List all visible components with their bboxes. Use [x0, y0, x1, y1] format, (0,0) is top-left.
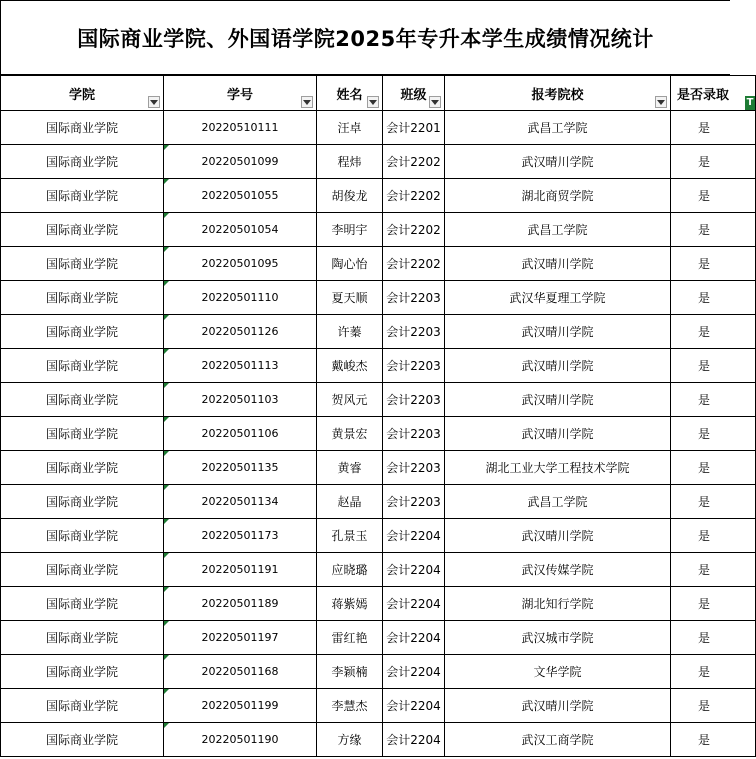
- cell-target-school[interactable]: 湖北商贸学院: [445, 179, 671, 213]
- cell-name[interactable]: 方缘: [317, 723, 383, 757]
- cell-class[interactable]: 会计2204: [383, 519, 445, 553]
- cell-class[interactable]: 会计2202: [383, 145, 445, 179]
- cell-class[interactable]: 会计2204: [383, 655, 445, 689]
- cell-student-id[interactable]: [164, 179, 317, 213]
- cell-college[interactable]: 国际商业学院: [1, 587, 164, 621]
- cell-admitted[interactable]: 是: [671, 417, 756, 451]
- cell-target-school[interactable]: 武汉晴川学院: [445, 519, 671, 553]
- cell-college[interactable]: 国际商业学院: [1, 655, 164, 689]
- cell-admitted[interactable]: 是: [671, 213, 756, 247]
- number-as-text-indicator-icon: [164, 417, 169, 422]
- cell-text: 20220501134: [201, 495, 279, 508]
- cell-college[interactable]: 国际商业学院: [1, 451, 164, 485]
- cell-target-school[interactable]: 武汉工商学院: [445, 723, 671, 757]
- cell-class[interactable]: 会计2203: [383, 383, 445, 417]
- number-as-text-indicator-icon: [164, 213, 169, 218]
- cell-class[interactable]: 会计2202: [383, 247, 445, 281]
- cell-name[interactable]: 胡俊龙: [317, 179, 383, 213]
- cell-name[interactable]: 程炜: [317, 145, 383, 179]
- number-as-text-indicator-icon: [164, 485, 169, 490]
- cell-target-school[interactable]: 武汉晴川学院: [445, 349, 671, 383]
- cell-college[interactable]: 国际商业学院: [1, 179, 164, 213]
- cell-student-id[interactable]: [164, 383, 317, 417]
- cell-text: 20220501110: [201, 291, 279, 304]
- cell-target-school[interactable]: 武汉晴川学院: [445, 383, 671, 417]
- number-as-text-indicator-icon: [164, 145, 169, 150]
- cell-text: 20220501099: [201, 155, 279, 168]
- cell-admitted[interactable]: 是: [671, 145, 756, 179]
- cell-college[interactable]: 国际商业学院: [1, 145, 164, 179]
- cell-admitted[interactable]: 是: [671, 723, 756, 757]
- cell-admitted[interactable]: 是: [671, 281, 756, 315]
- cell-target-school[interactable]: 武汉晴川学院: [445, 689, 671, 723]
- table-row: [1, 179, 756, 213]
- cell-admitted[interactable]: 是: [671, 553, 756, 587]
- header-label: 是否录取: [677, 87, 730, 103]
- header-label: 报考院校: [531, 87, 584, 103]
- cell-college[interactable]: 国际商业学院: [1, 553, 164, 587]
- cell-target-school[interactable]: 武汉华夏理工学院: [445, 281, 671, 315]
- cell-student-id[interactable]: [164, 315, 317, 349]
- cell-name[interactable]: 李明宇: [317, 213, 383, 247]
- cell-student-id[interactable]: [164, 621, 317, 655]
- table-row: [1, 621, 756, 655]
- cell-student-id[interactable]: [164, 689, 317, 723]
- cell-admitted[interactable]: 是: [671, 655, 756, 689]
- cell-college[interactable]: 国际商业学院: [1, 417, 164, 451]
- cell-college[interactable]: 国际商业学院: [1, 621, 164, 655]
- header-name[interactable]: [317, 76, 383, 111]
- cell-student-id[interactable]: [164, 281, 317, 315]
- number-as-text-indicator-icon: [164, 655, 169, 660]
- table-row: [1, 383, 756, 417]
- number-as-text-indicator-icon: [164, 621, 169, 626]
- cell-class[interactable]: 会计2201: [383, 111, 445, 145]
- cell-text: 20220501095: [201, 257, 279, 270]
- cell-target-school[interactable]: 湖北工业大学工程技术学院: [445, 451, 671, 485]
- cell-text: 20220501055: [201, 189, 279, 202]
- cell-student-id[interactable]: [164, 587, 317, 621]
- cell-student-id[interactable]: [164, 213, 317, 247]
- cell-name[interactable]: 夏天顺: [317, 281, 383, 315]
- cell-admitted[interactable]: 是: [671, 247, 756, 281]
- number-as-text-indicator-icon: [164, 587, 169, 592]
- cell-class[interactable]: 会计2203: [383, 281, 445, 315]
- header-class[interactable]: [383, 76, 445, 111]
- cell-college[interactable]: 国际商业学院: [1, 723, 164, 757]
- cell-name[interactable]: 应晓璐: [317, 553, 383, 587]
- sheet-title[interactable]: 国际商业学院、外国语学院2025年专升本学生成绩情况统计: [0, 0, 730, 75]
- cell-name[interactable]: 汪卓: [317, 111, 383, 145]
- cell-text: 20220501126: [201, 325, 279, 338]
- number-as-text-indicator-icon: [164, 689, 169, 694]
- header-college[interactable]: [1, 76, 164, 111]
- cell-name[interactable]: 黄景宏: [317, 417, 383, 451]
- number-as-text-indicator-icon: [164, 383, 169, 388]
- header-label: 学院: [68, 87, 95, 103]
- number-as-text-indicator-icon: [164, 315, 169, 320]
- cell-college[interactable]: 国际商业学院: [1, 485, 164, 519]
- cell-target-school[interactable]: 武昌工学院: [445, 213, 671, 247]
- cell-name[interactable]: 赵晶: [317, 485, 383, 519]
- header-target-school[interactable]: [445, 76, 671, 111]
- cell-text: 20220510111: [201, 121, 279, 134]
- header-label: 学号: [226, 87, 253, 103]
- header-label: 姓名: [336, 87, 363, 103]
- cell-student-id[interactable]: [164, 655, 317, 689]
- table-row: [1, 315, 756, 349]
- cell-student-id[interactable]: [164, 111, 317, 145]
- table-row: [1, 723, 756, 757]
- cell-student-id[interactable]: [164, 485, 317, 519]
- cell-college[interactable]: 国际商业学院: [1, 281, 164, 315]
- number-as-text-indicator-icon: [164, 281, 169, 286]
- cell-class[interactable]: 会计2202: [383, 213, 445, 247]
- table-row: [1, 417, 756, 451]
- cell-admitted[interactable]: 是: [671, 621, 756, 655]
- cell-admitted[interactable]: 是: [671, 485, 756, 519]
- cell-name[interactable]: 黄睿: [317, 451, 383, 485]
- number-as-text-indicator-icon: [164, 451, 169, 456]
- cell-student-id[interactable]: [164, 145, 317, 179]
- header-student-id[interactable]: [164, 76, 317, 111]
- cell-target-school[interactable]: 武汉晴川学院: [445, 247, 671, 281]
- cell-target-school[interactable]: 武汉城市学院: [445, 621, 671, 655]
- cell-name[interactable]: 雷红艳: [317, 621, 383, 655]
- cell-class[interactable]: 会计2203: [383, 417, 445, 451]
- filter-dropdown-icon[interactable]: [148, 96, 160, 108]
- cell-text: 20220501189: [201, 597, 279, 610]
- cell-admitted[interactable]: 是: [671, 315, 756, 349]
- cell-class[interactable]: 会计2204: [383, 587, 445, 621]
- header-admitted[interactable]: [671, 76, 756, 111]
- filter-dropdown-icon[interactable]: [301, 96, 313, 108]
- number-as-text-indicator-icon: [164, 179, 169, 184]
- number-as-text-indicator-icon: [164, 349, 169, 354]
- cell-target-school[interactable]: 文华学院: [445, 655, 671, 689]
- cell-text: 20220501191: [201, 563, 279, 576]
- cell-student-id[interactable]: [164, 451, 317, 485]
- cell-name[interactable]: 许蓁: [317, 315, 383, 349]
- cell-target-school[interactable]: 武昌工学院: [445, 485, 671, 519]
- cell-class[interactable]: 会计2204: [383, 621, 445, 655]
- cell-admitted[interactable]: 是: [671, 519, 756, 553]
- table-row: [1, 349, 756, 383]
- filter-dropdown-icon[interactable]: [367, 96, 379, 108]
- cell-college[interactable]: 国际商业学院: [1, 689, 164, 723]
- table-row: [1, 553, 756, 587]
- cell-text: 20220501106: [201, 427, 279, 440]
- cell-admitted[interactable]: 是: [671, 587, 756, 621]
- table-row: [1, 689, 756, 723]
- cell-college[interactable]: 国际商业学院: [1, 247, 164, 281]
- number-as-text-indicator-icon: [164, 519, 169, 524]
- cell-class[interactable]: 会计2202: [383, 179, 445, 213]
- number-as-text-indicator-icon: [164, 553, 169, 558]
- cell-target-school[interactable]: 湖北知行学院: [445, 587, 671, 621]
- cell-college[interactable]: 国际商业学院: [1, 519, 164, 553]
- cell-college[interactable]: 国际商业学院: [1, 315, 164, 349]
- table-row: [1, 213, 756, 247]
- cell-target-school[interactable]: 武汉传媒学院: [445, 553, 671, 587]
- cell-target-school[interactable]: 武汉晴川学院: [445, 315, 671, 349]
- cell-college[interactable]: 国际商业学院: [1, 349, 164, 383]
- cell-student-id[interactable]: [164, 349, 317, 383]
- cell-text: 20220501190: [201, 733, 279, 746]
- cell-class[interactable]: 会计2204: [383, 723, 445, 757]
- cell-text: 20220501168: [201, 665, 279, 678]
- cell-name[interactable]: 孔景玉: [317, 519, 383, 553]
- autofilter-marker-icon[interactable]: T: [746, 97, 754, 108]
- filter-dropdown-icon[interactable]: [429, 96, 441, 108]
- cell-name[interactable]: 李颖楠: [317, 655, 383, 689]
- cell-class[interactable]: 会计2203: [383, 349, 445, 383]
- table-row: [1, 145, 756, 179]
- cell-text: 20220501135: [201, 461, 279, 474]
- cell-class[interactable]: 会计2203: [383, 451, 445, 485]
- cell-college[interactable]: 国际商业学院: [1, 111, 164, 145]
- cell-class[interactable]: 会计2203: [383, 485, 445, 519]
- cell-student-id[interactable]: [164, 553, 317, 587]
- number-as-text-indicator-icon: [164, 723, 169, 728]
- cell-student-id[interactable]: [164, 519, 317, 553]
- cell-admitted[interactable]: 是: [671, 689, 756, 723]
- table-row: [1, 519, 756, 553]
- cell-text: 20220501197: [201, 631, 279, 644]
- cell-class[interactable]: 会计2204: [383, 689, 445, 723]
- cell-text: 20220501199: [201, 699, 279, 712]
- table-row: [1, 485, 756, 519]
- filter-dropdown-icon[interactable]: [655, 96, 667, 108]
- data-table: [0, 75, 756, 757]
- cell-name[interactable]: 蒋紫嫣: [317, 587, 383, 621]
- table-row: [1, 655, 756, 689]
- number-as-text-indicator-icon: [164, 247, 169, 252]
- table-row: [1, 451, 756, 485]
- header-row: [1, 76, 756, 111]
- cell-target-school[interactable]: 武汉晴川学院: [445, 145, 671, 179]
- cell-target-school[interactable]: 武汉晴川学院: [445, 417, 671, 451]
- table-row: [1, 281, 756, 315]
- cell-student-id[interactable]: [164, 723, 317, 757]
- cell-text: 20220501173: [201, 529, 279, 542]
- cell-college[interactable]: 国际商业学院: [1, 383, 164, 417]
- table-row: [1, 587, 756, 621]
- table-row: [1, 111, 756, 145]
- cell-college[interactable]: 国际商业学院: [1, 213, 164, 247]
- cell-name[interactable]: 李慧杰: [317, 689, 383, 723]
- cell-text: 20220501113: [201, 359, 279, 372]
- header-label: 班级: [400, 87, 427, 103]
- cell-admitted[interactable]: 是: [671, 111, 756, 145]
- cell-admitted[interactable]: 是: [671, 179, 756, 213]
- cell-admitted[interactable]: 是: [671, 451, 756, 485]
- cell-name[interactable]: 贺风元: [317, 383, 383, 417]
- cell-student-id[interactable]: [164, 247, 317, 281]
- cell-text: 20220501054: [201, 223, 279, 236]
- cell-text: 20220501103: [201, 393, 279, 406]
- cell-target-school[interactable]: 武昌工学院: [445, 111, 671, 145]
- cell-admitted[interactable]: 是: [671, 383, 756, 417]
- cell-name[interactable]: 陶心怡: [317, 247, 383, 281]
- cell-admitted[interactable]: 是: [671, 349, 756, 383]
- cell-class[interactable]: 会计2204: [383, 553, 445, 587]
- table-row: [1, 247, 756, 281]
- cell-class[interactable]: 会计2203: [383, 315, 445, 349]
- cell-student-id[interactable]: [164, 417, 317, 451]
- cell-name[interactable]: 戴峻杰: [317, 349, 383, 383]
